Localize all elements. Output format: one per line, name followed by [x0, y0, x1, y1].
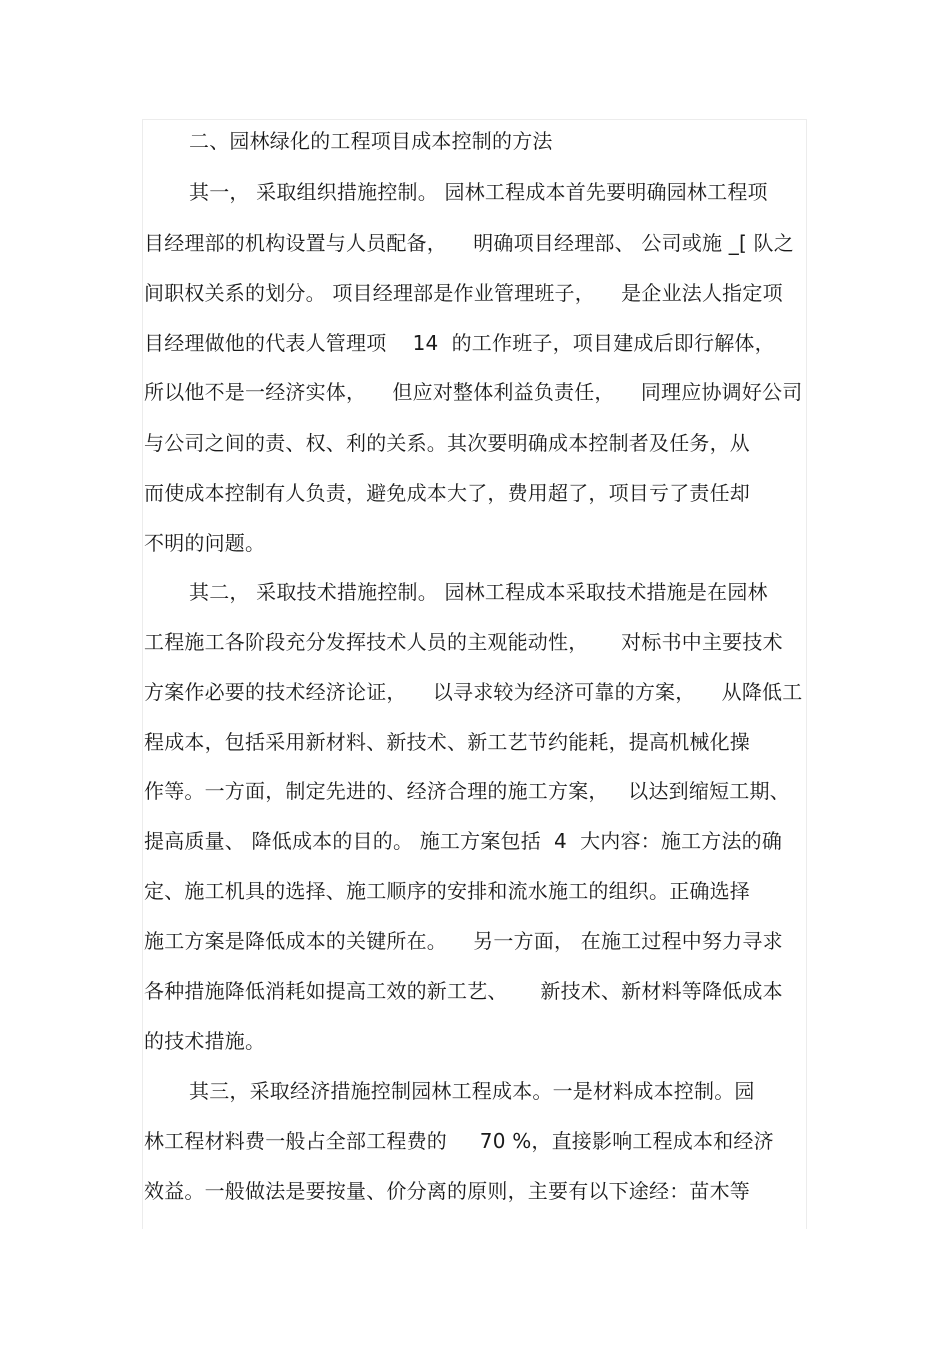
paragraph-line: 目经理做他的代表人管理项 14 的工作班子，项目建成后即行解体， [144, 331, 775, 355]
paragraph-line: 而使成本控制有人负责，避免成本大了，费用超了，项目亏了责任却 [144, 481, 750, 505]
paragraph-line: 其二， 采取技术措施控制。 园林工程成本采取技术措施是在园林 [189, 580, 768, 604]
paragraph-line: 作等。一方面，制定先进的、经济合理的施工方案， 以达到缩短工期、 [144, 779, 790, 803]
paragraph-line: 施工方案是降低成本的关键所在。 另一方面， 在施工过程中努力寻求 [144, 929, 783, 953]
paragraph-line: 林工程材料费一般占全部工程费的 70 %，直接影响工程成本和经济 [144, 1129, 774, 1153]
paragraph-line: 各种措施降低消耗如提高工效的新工艺、 新技术、新材料等降低成本 [144, 979, 783, 1003]
paragraph-line: 程成本，包括采用新材料、新技术、新工艺节约能耗，提高机械化操 [144, 730, 750, 754]
paragraph-line: 目经理部的机构设置与人员配备， 明确项目经理部、 公司或施 _[ 队之 [144, 231, 794, 255]
section-heading: 二、园林绿化的工程项目成本控制的方法 [189, 129, 553, 153]
paragraph-line: 的技术措施。 [144, 1029, 266, 1053]
paragraph-line: 其一， 采取组织措施控制。 园林工程成本首先要明确园林工程项 [189, 180, 768, 204]
paragraph-line: 其三，采取经济措施控制园林工程成本。一是材料成本控制。园 [189, 1079, 755, 1103]
paragraph-line: 定、施工机具的选择、施工顺序的安排和流水施工的组织。正确选择 [144, 879, 750, 903]
paragraph-line: 提高质量、 降低成本的目的。 施工方案包括 4 大内容：施工方法的确 [144, 829, 783, 853]
paragraph-line: 不明的问题。 [144, 531, 266, 555]
paragraph-line: 与公司之间的责、权、利的关系。其次要明确成本控制者及任务，从 [144, 431, 750, 455]
paragraph-line: 所以他不是一经济实体， 但应对整体利益负责任， 同理应协调好公司 [144, 380, 803, 404]
paragraph-line: 效益。一般做法是要按量、价分离的原则，主要有以下途经：苗木等 [144, 1179, 750, 1203]
paragraph-line: 间职权关系的划分。 项目经理部是作业管理班子， 是企业法人指定项 [144, 281, 783, 305]
paragraph-line: 方案作必要的技术经济论证， 以寻求较为经济可靠的方案， 从降低工 [144, 680, 803, 704]
paragraph-line: 工程施工各阶段充分发挥技术人员的主观能动性， 对标书中主要技术 [144, 630, 783, 654]
